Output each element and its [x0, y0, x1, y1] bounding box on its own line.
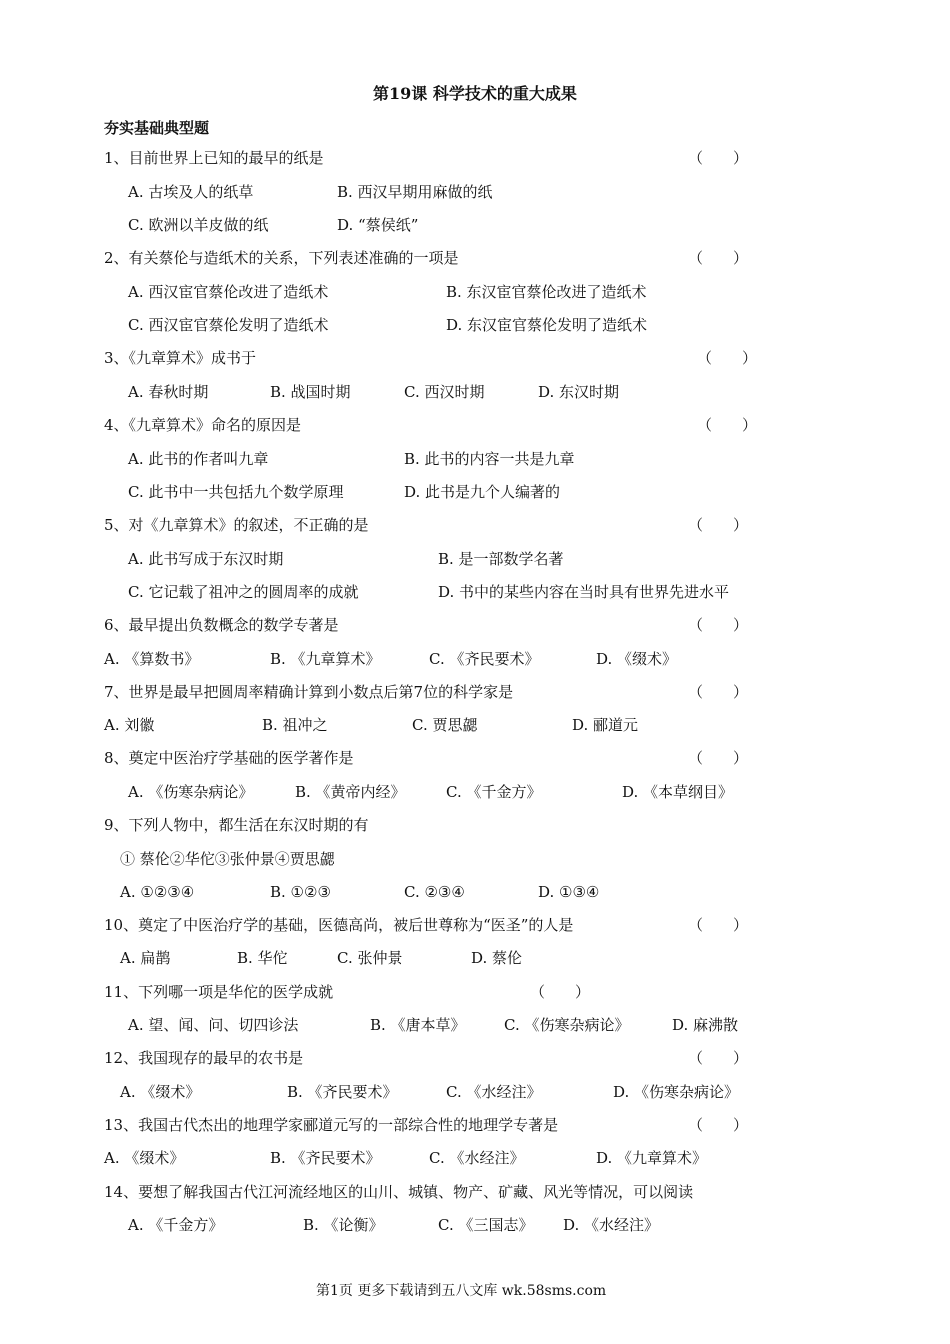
- question-11-option-d: D. 麻沸散: [672, 1016, 739, 1034]
- question-3-option-d: D. 东汉时期: [538, 383, 620, 401]
- question-10-answer-blank: （ ）: [688, 916, 749, 934]
- question-1-stem: 1、目前世界上已知的最早的纸是: [104, 149, 324, 167]
- question-7-stem: 7、世界是最早把圆周率精确计算到小数点后第7位的科学家是: [104, 683, 514, 701]
- question-9-items: ① 蔡伦②华佗③张仲景④贾思勰: [120, 850, 335, 868]
- question-11-stem: 11、下列哪一项是华佗的医学成就: [104, 983, 334, 1001]
- question-14-stem: 14、要想了解我国古代江河流经地区的山川、城镇、物产、矿藏、风光等情况，可以阅读: [104, 1183, 694, 1201]
- question-9-stem: 9、下列人物中，都生活在东汉时期的有: [104, 816, 369, 834]
- question-8-option-b: B. 《黄帝内经》: [295, 783, 406, 801]
- question-14-option-a: A. 《千金方》: [128, 1216, 224, 1234]
- question-14-option-d: D. 《水经注》: [563, 1216, 660, 1234]
- question-3-answer-blank: （ ）: [697, 349, 758, 367]
- question-3-stem: 3、《九章算术》成书于: [104, 349, 257, 367]
- question-5-option-b: B. 是一部数学名著: [438, 550, 564, 568]
- question-14-option-c: C. 《三国志》: [438, 1216, 534, 1234]
- question-11-option-a: A. 望、闻、问、切四诊法: [128, 1016, 299, 1034]
- question-9-option-d: D. ①③④: [538, 883, 600, 901]
- question-4-answer-blank: （ ）: [697, 416, 758, 434]
- question-7-option-d: D. 郦道元: [572, 716, 639, 734]
- question-2-option-d: D. 东汉宦官蔡伦发明了造纸术: [446, 316, 648, 334]
- question-9-option-b: B. ①②③: [270, 883, 331, 901]
- question-11-answer-blank: （ ）: [530, 983, 591, 1001]
- question-6-option-a: A. 《算数书》: [104, 650, 200, 668]
- question-7-option-b: B. 祖冲之: [262, 716, 328, 734]
- question-8-answer-blank: （ ）: [688, 749, 749, 767]
- question-10-stem: 10、奠定了中医治疗学的基础，医德高尚，被后世尊称为“医圣”的人是: [104, 916, 574, 934]
- question-9-option-c: C. ②③④: [404, 883, 465, 901]
- question-13-option-a: A. 《缀术》: [104, 1149, 185, 1167]
- question-2-option-b: B. 东汉宦官蔡伦改进了造纸术: [446, 283, 647, 301]
- question-8-option-c: C. 《千金方》: [446, 783, 542, 801]
- question-7-option-a: A. 刘徽: [104, 716, 155, 734]
- question-12-option-d: D. 《伤寒杂病论》: [613, 1083, 740, 1101]
- question-12-option-c: C. 《水经注》: [446, 1083, 542, 1101]
- section-heading: 夯实基础典型题: [104, 119, 210, 137]
- question-13-option-d: D. 《九章算术》: [596, 1149, 708, 1167]
- question-6-option-b: B. 《九章算术》: [270, 650, 381, 668]
- question-1-option-d: D. “蔡侯纸”: [337, 216, 419, 234]
- question-4-option-d: D. 此书是九个人编著的: [404, 483, 561, 501]
- question-11-option-b: B. 《唐本草》: [370, 1016, 466, 1034]
- question-1-option-c: C. 欧洲以羊皮做的纸: [128, 216, 269, 234]
- question-11-option-c: C. 《伤寒杂病论》: [504, 1016, 630, 1034]
- question-12-stem: 12、我国现存的最早的农书是: [104, 1049, 304, 1067]
- question-5-answer-blank: （ ）: [688, 516, 749, 534]
- page-footer: 第1页 更多下载请到五八文库 wk.58sms.com: [316, 1283, 607, 1299]
- question-8-option-a: A. 《伤寒杂病论》: [128, 783, 254, 801]
- question-13-answer-blank: （ ）: [688, 1116, 749, 1134]
- question-5-option-d: D. 书中的某些内容在当时具有世界先进水平: [438, 583, 730, 601]
- question-4-option-a: A. 此书的作者叫九章: [128, 450, 269, 468]
- question-12-option-a: A. 《缀术》: [120, 1083, 201, 1101]
- question-13-stem: 13、我国古代杰出的地理学家郦道元写的一部综合性的地理学专著是: [104, 1116, 559, 1134]
- question-2-option-c: C. 西汉宦官蔡伦发明了造纸术: [128, 316, 329, 334]
- page-title: 第19课 科学技术的重大成果: [373, 84, 577, 103]
- question-4-stem: 4、《九章算术》命名的原因是: [104, 416, 302, 434]
- question-4-option-c: C. 此书中一共包括九个数学原理: [128, 483, 344, 501]
- question-12-option-b: B. 《齐民要术》: [287, 1083, 398, 1101]
- question-7-answer-blank: （ ）: [688, 683, 749, 701]
- question-6-option-c: C. 《齐民要术》: [429, 650, 540, 668]
- question-5-option-a: A. 此书写成于东汉时期: [128, 550, 284, 568]
- question-1-answer-blank: （ ）: [688, 149, 749, 167]
- question-2-stem: 2、有关蔡伦与造纸术的关系，下列表述准确的一项是: [104, 249, 459, 267]
- question-12-answer-blank: （ ）: [688, 1049, 749, 1067]
- question-6-stem: 6、最早提出负数概念的数学专著是: [104, 616, 339, 634]
- question-10-option-b: B. 华佗: [237, 949, 288, 967]
- question-10-option-c: C. 张仲景: [337, 949, 403, 967]
- question-7-option-c: C. 贾思勰: [412, 716, 478, 734]
- question-5-stem: 5、对《九章算术》的叙述，不正确的是: [104, 516, 369, 534]
- question-5-option-c: C. 它记载了祖冲之的圆周率的成就: [128, 583, 359, 601]
- question-6-option-d: D. 《缀术》: [596, 650, 678, 668]
- question-4-option-b: B. 此书的内容一共是九章: [404, 450, 575, 468]
- question-6-answer-blank: （ ）: [688, 616, 749, 634]
- question-9-option-a: A. ①②③④: [120, 883, 195, 901]
- question-13-option-b: B. 《齐民要术》: [270, 1149, 381, 1167]
- question-2-option-a: A. 西汉宦官蔡伦改进了造纸术: [128, 283, 329, 301]
- question-13-option-c: C. 《水经注》: [429, 1149, 525, 1167]
- question-2-answer-blank: （ ）: [688, 249, 749, 267]
- question-1-option-b: B. 西汉早期用麻做的纸: [337, 183, 493, 201]
- question-14-option-b: B. 《论衡》: [303, 1216, 384, 1234]
- question-8-stem: 8、奠定中医治疗学基础的医学著作是: [104, 749, 354, 767]
- question-3-option-b: B. 战国时期: [270, 383, 351, 401]
- question-10-option-d: D. 蔡伦: [471, 949, 523, 967]
- question-3-option-c: C. 西汉时期: [404, 383, 485, 401]
- question-10-option-a: A. 扁鹊: [120, 949, 171, 967]
- question-1-option-a: A. 古埃及人的纸草: [128, 183, 254, 201]
- question-8-option-d: D. 《本草纲目》: [622, 783, 734, 801]
- question-3-option-a: A. 春秋时期: [128, 383, 209, 401]
